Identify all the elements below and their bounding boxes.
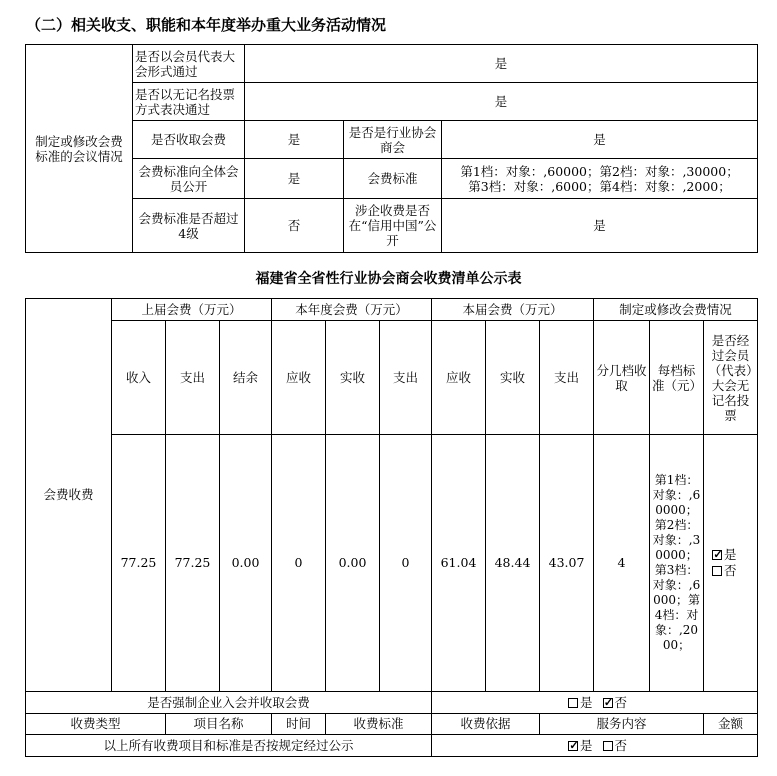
fee-standard-line: 第1档：对象：,60000；第2档：对象：,30000； <box>460 163 739 179</box>
publicity-options <box>432 735 758 757</box>
meeting-section-label: 制定或修改会费标准的会议情况 <box>26 45 133 253</box>
q-over-4-levels: 会费标准是否超过4级 <box>133 199 245 253</box>
v-curr-expense: 43.07 <box>540 435 594 692</box>
forced-yes-checkbox[interactable] <box>568 698 578 708</box>
publicity-no-label: 否 <box>614 737 628 753</box>
col-curr-expense: 支出 <box>540 321 594 435</box>
forced-no-checkbox[interactable] <box>603 698 613 708</box>
v-curr-receivable: 61.04 <box>432 435 486 692</box>
vote-options <box>704 435 758 692</box>
header-item: 项目名称 <box>166 714 272 735</box>
vote-no-label: 否 <box>724 563 737 578</box>
col-curr-received: 实收 <box>486 321 540 435</box>
header-time: 时间 <box>272 714 326 735</box>
v-curr-received: 48.44 <box>486 435 540 692</box>
v-year-received: 0.00 <box>326 435 380 692</box>
q-anonymous-vote: 是否以无记名投票方式表决通过 <box>133 83 245 121</box>
v-prev-expense: 77.25 <box>166 435 220 692</box>
fee-row-label: 会费收费 <box>26 299 112 692</box>
col-prev-balance: 结余 <box>220 321 272 435</box>
v-each-level: 第1档：对象：,60000；第2档：对象：,30000；第3档：对象：,6000；第4档：对象：,2000； <box>650 435 704 692</box>
meeting-info-table <box>25 44 758 253</box>
q-credit-china: 涉企收费是否在“信用中国”公开 <box>344 199 442 253</box>
header-standard: 收费标准 <box>326 714 432 735</box>
vote-yes-checkbox[interactable] <box>712 550 722 560</box>
group-prev-header: 上届会费（万元） <box>112 299 272 321</box>
col-curr-receivable: 应收 <box>432 321 486 435</box>
section-heading: （二）相关收支、职能和本年度举办重大业务活动情况 <box>26 16 387 34</box>
q-member-congress: 是否以会员代表大会形式通过 <box>133 45 245 83</box>
a-over-4-levels: 否 <box>245 199 344 253</box>
v-prev-balance: 0.00 <box>220 435 272 692</box>
col-year-received: 实收 <box>326 321 380 435</box>
col-levels: 分几档收取 <box>594 321 650 435</box>
a-collect-fee: 是 <box>245 121 344 159</box>
header-basis: 收费依据 <box>432 714 540 735</box>
fee-list-table <box>25 298 758 757</box>
fee-standard-line: 第3档：对象：,6000；第4档：对象：,2000； <box>468 178 731 194</box>
header-amount: 金额 <box>704 714 758 735</box>
v-prev-income: 77.25 <box>112 435 166 692</box>
q-fee-standard: 会费标准 <box>344 159 442 199</box>
col-prev-expense: 支出 <box>166 321 220 435</box>
col-prev-income: 收入 <box>112 321 166 435</box>
publicity-no-checkbox[interactable] <box>603 741 613 751</box>
group-rule-header: 制定或修改会费情况 <box>594 299 758 321</box>
forced-no-label: 否 <box>614 694 628 710</box>
publicity-label: 以上所有收费项目和标准是否按规定经过公示 <box>26 735 432 757</box>
forced-options <box>432 692 758 714</box>
group-year-header: 本年度会费（万元） <box>272 299 432 321</box>
forced-yes-label: 是 <box>580 694 593 710</box>
fee-list-title: 福建省全省性行业协会商会收费清单公示表 <box>255 271 522 287</box>
a-anonymous-vote: 是 <box>245 83 758 121</box>
publicity-yes-label: 是 <box>580 737 593 753</box>
a-fee-standard <box>442 159 758 199</box>
col-vote: 是否经过会员（代表）大会无记名投票 <box>704 321 758 435</box>
col-each-level: 每档标准（元） <box>650 321 704 435</box>
forced-label: 是否强制企业入会并收取会费 <box>26 692 432 714</box>
q-collect-fee: 是否收取会费 <box>133 121 245 159</box>
a-credit-china: 是 <box>442 199 758 253</box>
vote-yes-label: 是 <box>724 547 737 562</box>
group-curr-header: 本届会费（万元） <box>432 299 594 321</box>
col-year-receivable: 应收 <box>272 321 326 435</box>
v-levels: 4 <box>594 435 650 692</box>
v-year-expense: 0 <box>380 435 432 692</box>
header-type: 收费类型 <box>26 714 166 735</box>
col-year-expense: 支出 <box>380 321 432 435</box>
a-member-congress: 是 <box>245 45 758 83</box>
header-service: 服务内容 <box>540 714 704 735</box>
a-public-members: 是 <box>245 159 344 199</box>
vote-no-checkbox[interactable] <box>712 566 722 576</box>
publicity-yes-checkbox[interactable] <box>568 741 578 751</box>
q-public-members: 会费标准向全体会员公开 <box>133 159 245 199</box>
a-industry-assoc: 是 <box>442 121 758 159</box>
q-industry-assoc: 是否是行业协会商会 <box>344 121 442 159</box>
v-year-receivable: 0 <box>272 435 326 692</box>
